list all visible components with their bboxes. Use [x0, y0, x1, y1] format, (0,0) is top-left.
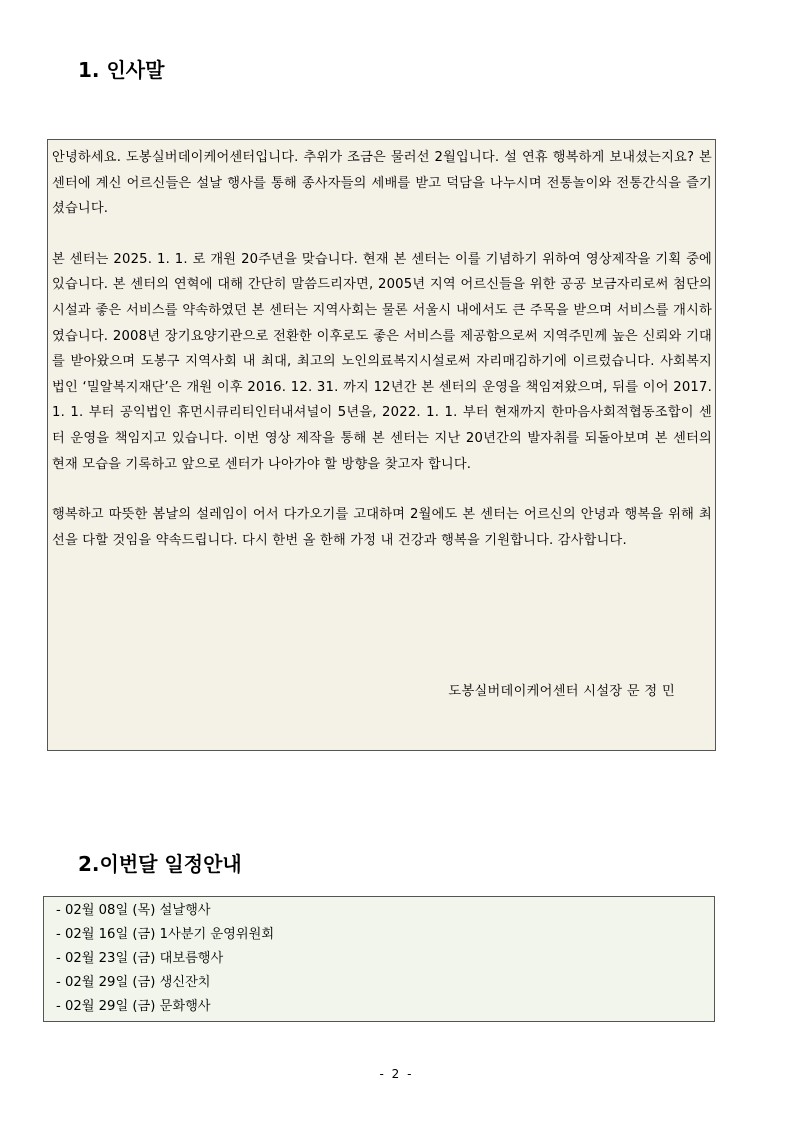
schedule-item: - 02월 16일 (금) 1사분기 운영위원회	[56, 927, 275, 942]
greeting-paragraph-1: 안녕하세요. 도봉실버데이케어센터입니다. 추위가 조금은 물러선 2월입니다. 설 연휴 행복하게 보내셨는지요? 본 센터에 계신 어르신들은 설날 행사를 통해 종사자들의 세배를 받고 덕담을 나누시며 전통놀이와 전통간식을 즐기셨습니다.	[52, 150, 712, 217]
schedule-item: - 02월 23일 (금) 대보름행사	[56, 951, 224, 966]
schedule-item: - 02월 29일 (금) 생신잔치	[56, 975, 211, 990]
page-number: - 2 -	[379, 1067, 414, 1081]
greeting-paragraph-3: 행복하고 따뜻한 봄날의 설레임이 어서 다가오기를 고대하며 2월에도 본 센터는 어르신의 안녕과 행복을 위해 최선을 다할 것임을 약속드립니다. 다시 한번 올 한해 가정 내 건강과 행복을 기원합니다. 감사합니다.	[52, 507, 712, 548]
schedule-item: - 02월 29일 (금) 문화행사	[56, 999, 211, 1014]
greeting-box	[47, 139, 716, 751]
greeting-paragraph-2: 본 센터는 2025. 1. 1. 로 개원 20주년을 맞습니다. 현재 본 센터는 이를 기념하기 위하여 영상제작을 기획 중에 있습니다. 본 센터의 연혁에 대해 간단히 말씀드리자면, 2005년 지역 어르신들을 위한 공공 보금자리로써 첨단의 시설과 좋은 서비스를 약속하였던 본 센터는 지역사회는 물론 서울시 내에서도 큰 주목을 받으며 서비스를 개시하였습니다. 2008년 장기요양기관으로 전환한 이후로도 좋은 서비스를 제공함으로써 지역주민께 높은 신뢰와 기대를 받아왔으며 도봉구 지역사회 내 최대, 최고의 노인의료복지시설로써 자리매김하기에 이르렀습니다. 사회복지법인 ‘밀알복지재단’은 개원 이후 2016. 12. 31. 까지 12년간 본 센터의 운영을 책임져왔으며, 뒤를 이어 2017. 1. 1. 부터 공익법인 휴먼시큐리티인터내셔널이 5년을, 2022. 1. 1. 부터 현재까지 한마음사회적협동조합이 센터 운영을 책임지고 있습니다. 이번 영상 제작을 통해 본 센터는 지난 20년간의 발자취를 되돌아보며 본 센터의 현재 모습을 기록하고 앞으로 센터가 나아가야 할 방향을 찾고자 합니다.	[52, 251, 712, 472]
section-title-greeting: 1. 인사말	[78, 58, 165, 82]
schedule-box	[43, 896, 715, 1022]
schedule-item: - 02월 08일 (목) 설날행사	[56, 903, 211, 918]
signature: 도봉실버데이케어센터 시설장 문 정 민	[448, 684, 675, 699]
section-title-schedule: 2.이번달 일정안내	[78, 852, 242, 876]
